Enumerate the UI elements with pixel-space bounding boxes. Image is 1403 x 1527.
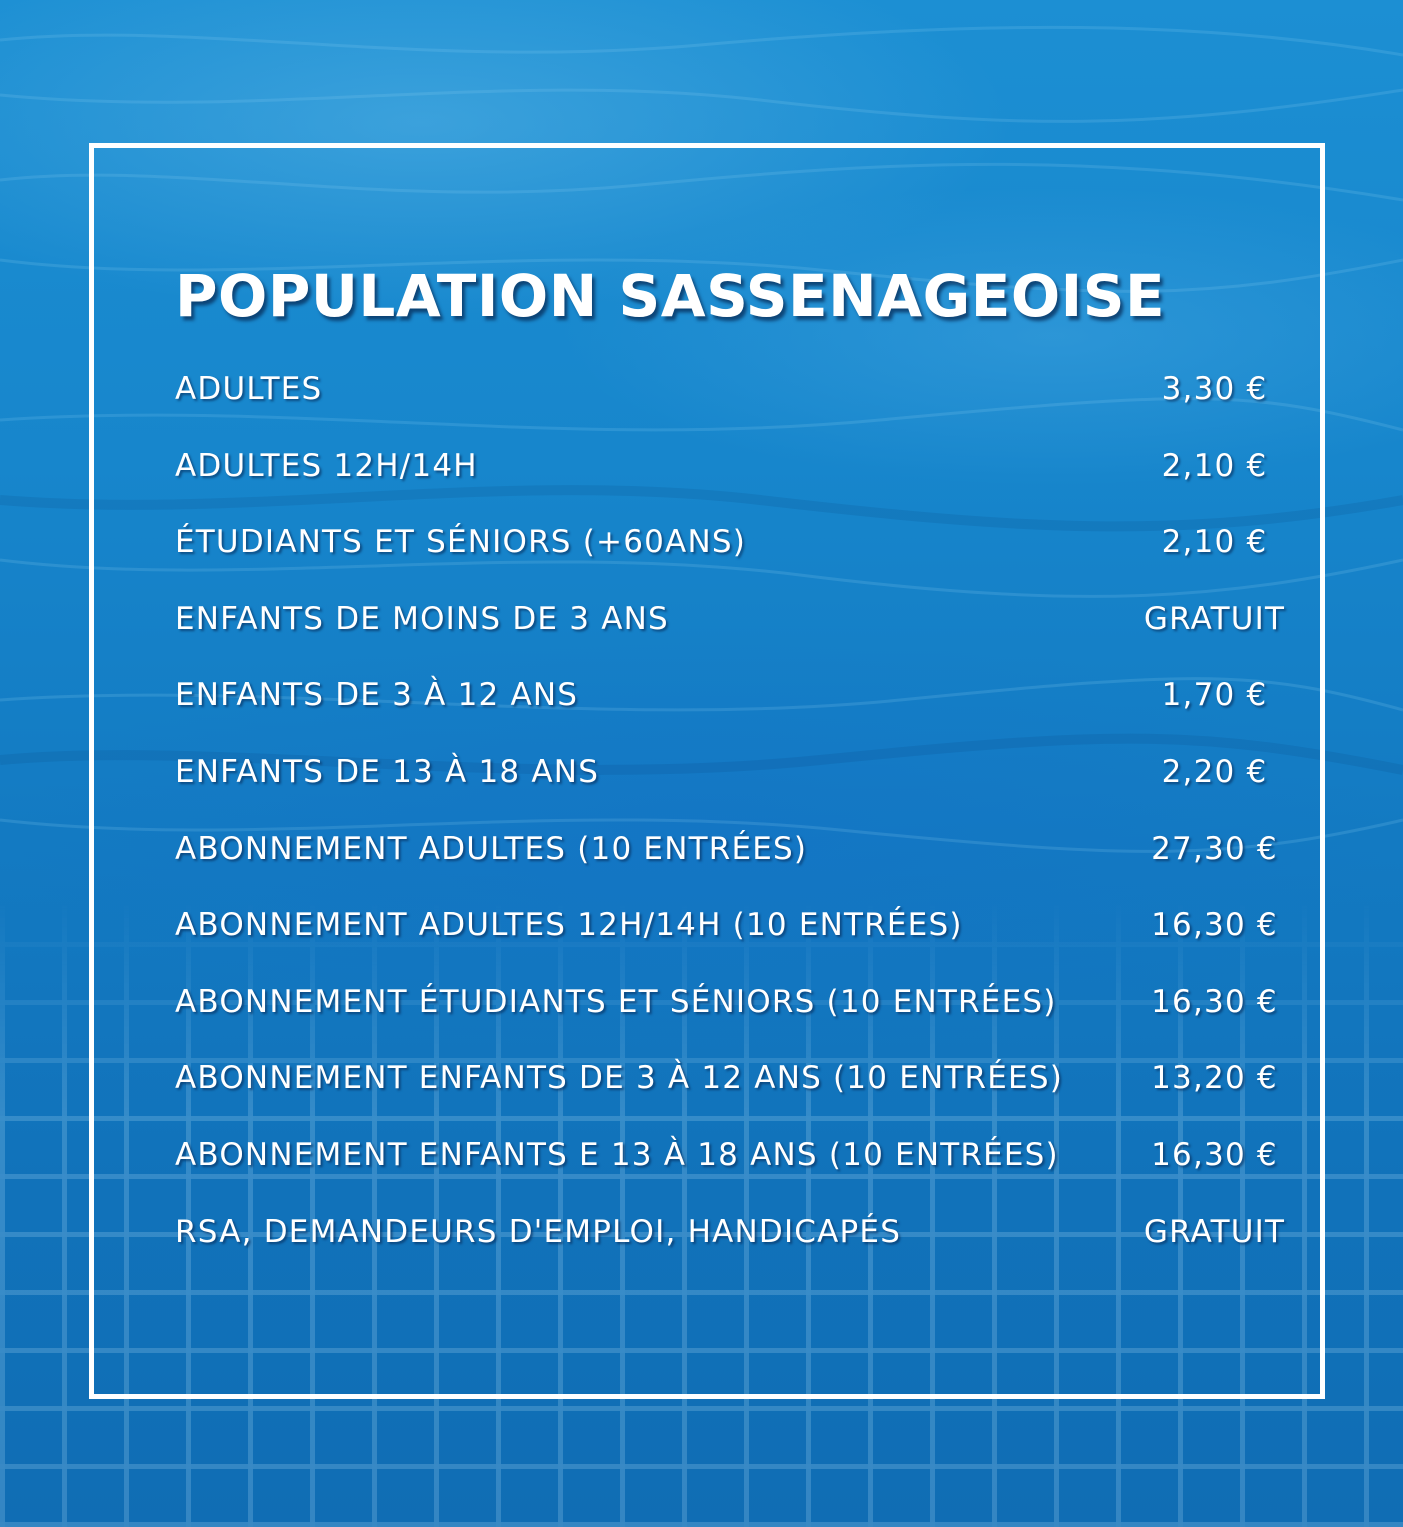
row-price: 16,30 € (1151, 907, 1278, 944)
price-row-adultes (175, 360, 1315, 437)
row-label: ADULTES (175, 371, 323, 407)
price-row-rsa-demandeurs-handicapes (175, 1203, 1315, 1280)
row-label: ENFANTS DE MOINS DE 3 ANS (175, 600, 669, 637)
row-label: ÉTUDIANTS ET SÉNIORS (+60ANS) (175, 524, 747, 561)
price-row-abonnement-adultes-midi (175, 896, 1315, 973)
price-row-etudiants-seniors (175, 513, 1315, 590)
row-label: ADULTES 12H/14H (175, 447, 478, 484)
price-row-enfants-13-18 (175, 743, 1315, 820)
row-price: 1,70 € (1161, 677, 1268, 714)
row-label: ENFANTS DE 3 À 12 ANS (175, 677, 579, 714)
row-price: 16,30 € (1151, 1136, 1278, 1173)
row-price: 3,30 € (1161, 371, 1268, 407)
price-row-adultes-midi (175, 437, 1315, 514)
row-label: ENFANTS DE 13 À 18 ANS (175, 753, 600, 790)
row-label: ABONNEMENT ENFANTS E 13 À 18 ANS (10 ENTRÉES) (175, 1136, 1059, 1173)
row-label: ABONNEMENT ÉTUDIANTS ET SÉNIORS (10 ENTRÉES) (175, 983, 1057, 1020)
price-row-abonnement-adultes (175, 820, 1315, 897)
row-price: GRATUIT (1143, 1213, 1286, 1250)
row-price: 2,10 € (1161, 524, 1268, 561)
row-label: ABONNEMENT ADULTES 12H/14H (10 ENTRÉES) (175, 907, 963, 944)
row-price: 2,10 € (1161, 447, 1268, 484)
price-list (175, 360, 1315, 1279)
price-row-abonnement-etudiants-seniors (175, 973, 1315, 1050)
row-label: RSA, DEMANDEURS D'EMPLOI, HANDICAPÉS (175, 1213, 902, 1250)
row-price: 13,20 € (1151, 1060, 1278, 1097)
row-label: ABONNEMENT ENFANTS DE 3 À 12 ANS (10 ENTRÉES) (175, 1060, 1064, 1097)
page-title: POPULATION SASSENAGEOISE (175, 262, 1166, 330)
row-price: 27,30 € (1151, 830, 1278, 867)
row-price: GRATUIT (1143, 600, 1286, 637)
price-row-enfants-3-12 (175, 666, 1315, 743)
row-label: ABONNEMENT ADULTES (10 ENTRÉES) (175, 830, 808, 867)
row-price: 2,20 € (1161, 753, 1268, 790)
row-price: 16,30 € (1151, 983, 1278, 1020)
price-row-abonnement-enfants-3-12 (175, 1049, 1315, 1126)
price-row-enfants-moins-3 (175, 590, 1315, 667)
price-row-abonnement-enfants-13-18 (175, 1126, 1315, 1203)
